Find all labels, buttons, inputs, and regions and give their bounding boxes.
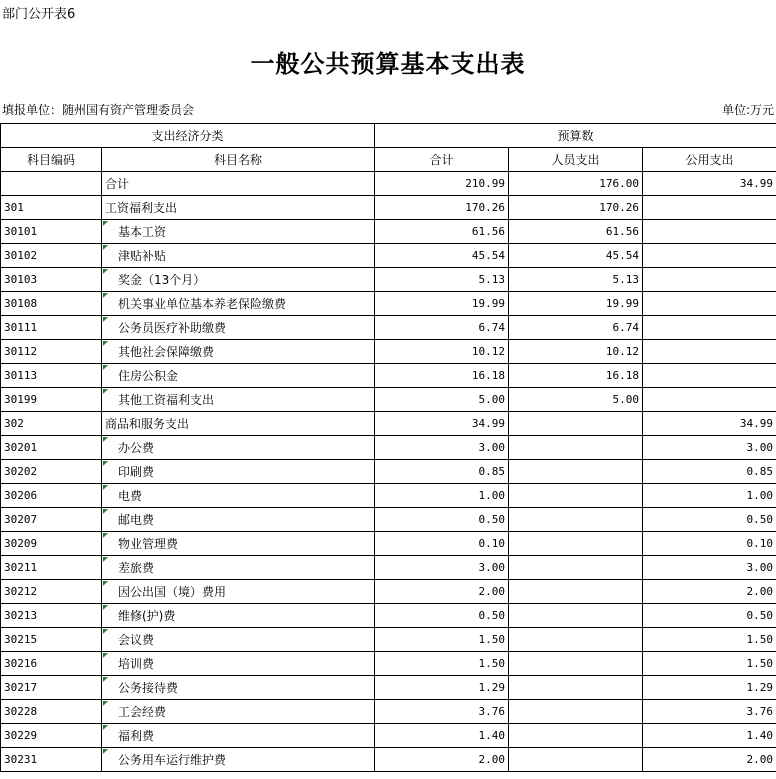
table-row	[1, 436, 776, 460]
cell-name: 其他工资福利支出	[102, 388, 375, 412]
cell-public	[643, 196, 776, 220]
column-header-name: 科目名称	[102, 148, 375, 172]
cell-code: 30111	[1, 316, 102, 340]
cell-name: 奖金（13个月）	[102, 268, 375, 292]
cell-code: 30101	[1, 220, 102, 244]
cell-personnel	[509, 604, 643, 628]
cell-code: 30217	[1, 676, 102, 700]
column-header-personnel: 人员支出	[509, 148, 643, 172]
column-header-public: 公用支出	[643, 148, 776, 172]
cell-name: 公务用车运行维护费	[102, 748, 375, 772]
cell-personnel	[509, 532, 643, 556]
cell-name: 工资福利支出	[102, 196, 375, 220]
cell-public	[643, 244, 776, 268]
cell-personnel	[509, 556, 643, 580]
cell-public	[643, 364, 776, 388]
cell-code: 30201	[1, 436, 102, 460]
cell-total: 1.50	[375, 628, 509, 652]
cell-name: 津贴补贴	[102, 244, 375, 268]
cell-name: 维修(护)费	[102, 604, 375, 628]
cell-personnel: 5.00	[509, 388, 643, 412]
cell-personnel: 10.12	[509, 340, 643, 364]
table-row	[1, 292, 776, 316]
cell-personnel	[509, 724, 643, 748]
cell-personnel	[509, 748, 643, 772]
cell-code: 30215	[1, 628, 102, 652]
cell-personnel: 170.26	[509, 196, 643, 220]
cell-code: 30216	[1, 652, 102, 676]
table-row	[1, 652, 776, 676]
table-row	[1, 580, 776, 604]
cell-personnel	[509, 580, 643, 604]
table-row	[1, 388, 776, 412]
table-row	[1, 484, 776, 508]
cell-public: 34.99	[643, 412, 776, 436]
cell-name: 电费	[102, 484, 375, 508]
table-row	[1, 244, 776, 268]
cell-public	[643, 316, 776, 340]
cell-total: 45.54	[375, 244, 509, 268]
cell-personnel: 16.18	[509, 364, 643, 388]
cell-public: 1.40	[643, 724, 776, 748]
cell-personnel	[509, 700, 643, 724]
cell-name: 培训费	[102, 652, 375, 676]
column-header-total: 合计	[375, 148, 509, 172]
table-row	[1, 748, 776, 772]
reporting-unit: 填报单位：随州国有资产管理委员会	[2, 103, 195, 117]
cell-public: 0.50	[643, 508, 776, 532]
document-label: 部门公开表6	[2, 7, 76, 22]
table-row	[1, 532, 776, 556]
cell-public	[643, 340, 776, 364]
table-row	[1, 172, 776, 196]
cell-public: 3.76	[643, 700, 776, 724]
cell-code: 30212	[1, 580, 102, 604]
table-row	[1, 316, 776, 340]
cell-personnel: 61.56	[509, 220, 643, 244]
table-row	[1, 508, 776, 532]
cell-personnel	[509, 436, 643, 460]
table-row	[1, 268, 776, 292]
cell-code	[1, 172, 102, 196]
cell-total: 5.00	[375, 388, 509, 412]
cell-name: 机关事业单位基本养老保险缴费	[102, 292, 375, 316]
cell-public: 0.85	[643, 460, 776, 484]
table-body	[1, 172, 776, 772]
cell-name: 因公出国（境）费用	[102, 580, 375, 604]
cell-public	[643, 220, 776, 244]
cell-personnel	[509, 652, 643, 676]
table-row	[1, 460, 776, 484]
cell-personnel	[509, 508, 643, 532]
cell-name: 办公费	[102, 436, 375, 460]
cell-code: 30102	[1, 244, 102, 268]
cell-total: 16.18	[375, 364, 509, 388]
cell-name: 工会经费	[102, 700, 375, 724]
currency-unit: 单位:万元	[721, 103, 774, 117]
cell-name: 差旅费	[102, 556, 375, 580]
table-row	[1, 604, 776, 628]
cell-public: 3.00	[643, 556, 776, 580]
cell-public: 0.10	[643, 532, 776, 556]
cell-personnel: 5.13	[509, 268, 643, 292]
cell-name: 其他社会保障缴费	[102, 340, 375, 364]
cell-total: 34.99	[375, 412, 509, 436]
cell-total: 19.99	[375, 292, 509, 316]
cell-public: 0.50	[643, 604, 776, 628]
table-row	[1, 220, 776, 244]
cell-code: 30229	[1, 724, 102, 748]
cell-code: 302	[1, 412, 102, 436]
cell-code: 30206	[1, 484, 102, 508]
group-header-classification: 支出经济分类	[1, 124, 375, 148]
cell-name: 基本工资	[102, 220, 375, 244]
cell-code: 30231	[1, 748, 102, 772]
cell-name: 邮电费	[102, 508, 375, 532]
cell-public	[643, 292, 776, 316]
cell-code: 30103	[1, 268, 102, 292]
cell-total: 1.29	[375, 676, 509, 700]
table-row	[1, 196, 776, 220]
cell-total: 3.00	[375, 436, 509, 460]
cell-total: 1.00	[375, 484, 509, 508]
cell-public: 1.50	[643, 628, 776, 652]
cell-total: 3.76	[375, 700, 509, 724]
cell-total: 3.00	[375, 556, 509, 580]
cell-personnel: 19.99	[509, 292, 643, 316]
cell-name: 公务员医疗补助缴费	[102, 316, 375, 340]
cell-name: 印刷费	[102, 460, 375, 484]
cell-total: 210.99	[375, 172, 509, 196]
cell-personnel: 176.00	[509, 172, 643, 196]
cell-total: 2.00	[375, 580, 509, 604]
cell-code: 30228	[1, 700, 102, 724]
cell-total: 5.13	[375, 268, 509, 292]
cell-public: 1.50	[643, 652, 776, 676]
cell-total: 10.12	[375, 340, 509, 364]
table-row	[1, 412, 776, 436]
table-row	[1, 340, 776, 364]
cell-personnel	[509, 460, 643, 484]
cell-total: 0.85	[375, 460, 509, 484]
table-row	[1, 724, 776, 748]
column-header-code: 科目编码	[1, 148, 102, 172]
cell-public	[643, 388, 776, 412]
cell-name: 福利费	[102, 724, 375, 748]
table-row	[1, 676, 776, 700]
cell-public: 1.29	[643, 676, 776, 700]
cell-name: 合计	[102, 172, 375, 196]
table-row	[1, 628, 776, 652]
cell-total: 6.74	[375, 316, 509, 340]
cell-personnel	[509, 676, 643, 700]
table-group-header-row	[1, 124, 776, 148]
cell-public: 34.99	[643, 172, 776, 196]
cell-total: 0.50	[375, 508, 509, 532]
cell-code: 30113	[1, 364, 102, 388]
cell-public: 1.00	[643, 484, 776, 508]
budget-table	[0, 123, 776, 772]
table-column-header-row	[1, 148, 776, 172]
group-header-budget: 预算数	[375, 124, 776, 148]
cell-code: 30199	[1, 388, 102, 412]
cell-total: 61.56	[375, 220, 509, 244]
cell-personnel: 6.74	[509, 316, 643, 340]
table-row	[1, 364, 776, 388]
cell-total: 170.26	[375, 196, 509, 220]
table-row	[1, 556, 776, 580]
cell-code: 301	[1, 196, 102, 220]
cell-name: 物业管理费	[102, 532, 375, 556]
cell-total: 2.00	[375, 748, 509, 772]
cell-code: 30213	[1, 604, 102, 628]
cell-total: 1.50	[375, 652, 509, 676]
cell-personnel	[509, 628, 643, 652]
cell-name: 住房公积金	[102, 364, 375, 388]
cell-code: 30211	[1, 556, 102, 580]
cell-name: 商品和服务支出	[102, 412, 375, 436]
cell-public: 2.00	[643, 748, 776, 772]
table-row	[1, 700, 776, 724]
cell-name: 公务接待费	[102, 676, 375, 700]
cell-total: 1.40	[375, 724, 509, 748]
cell-code: 30112	[1, 340, 102, 364]
cell-code: 30209	[1, 532, 102, 556]
cell-code: 30207	[1, 508, 102, 532]
cell-total: 0.50	[375, 604, 509, 628]
cell-personnel	[509, 412, 643, 436]
cell-public: 3.00	[643, 436, 776, 460]
cell-code: 30108	[1, 292, 102, 316]
cell-code: 30202	[1, 460, 102, 484]
cell-personnel: 45.54	[509, 244, 643, 268]
cell-public: 2.00	[643, 580, 776, 604]
cell-total: 0.10	[375, 532, 509, 556]
cell-name: 会议费	[102, 628, 375, 652]
cell-public	[643, 268, 776, 292]
page-title: 一般公共预算基本支出表	[250, 49, 526, 78]
cell-personnel	[509, 484, 643, 508]
